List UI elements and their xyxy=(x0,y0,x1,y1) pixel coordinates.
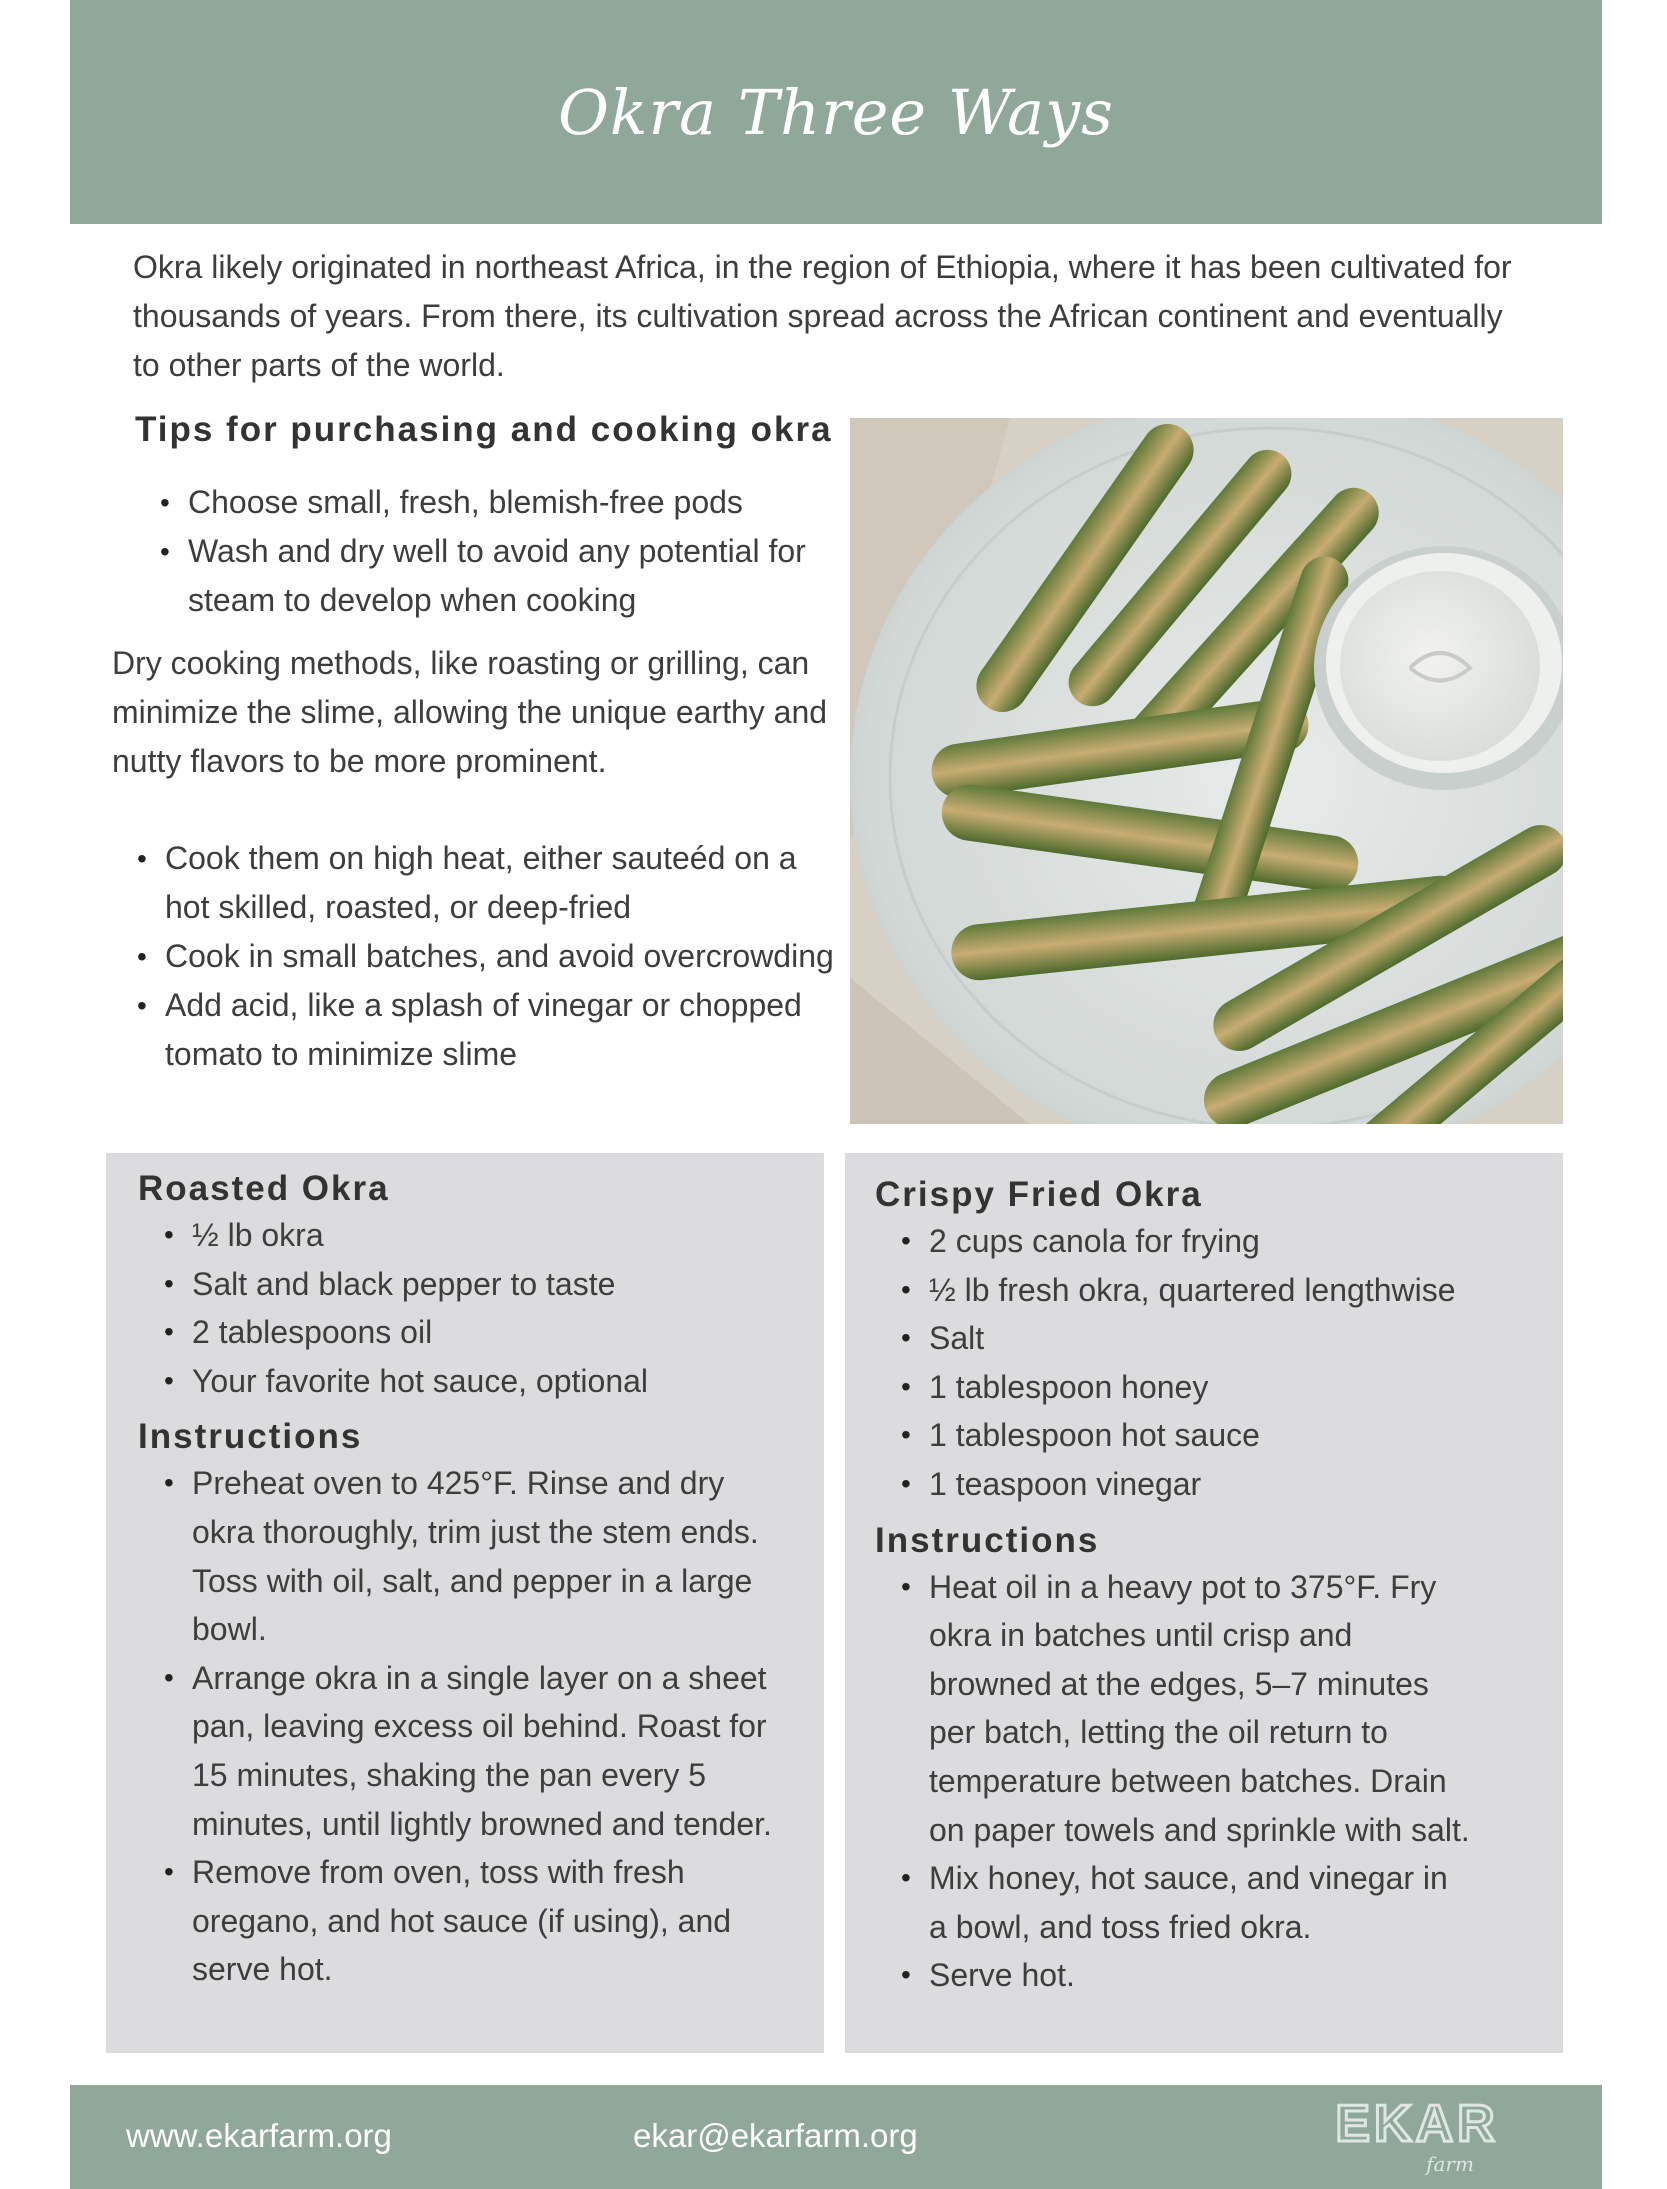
page-footer xyxy=(70,2085,1602,2189)
roasted-okra-photo xyxy=(850,418,1563,1124)
dry-cooking-list xyxy=(127,834,847,1079)
roasted-okra-title: Roasted Okra xyxy=(138,1169,390,1208)
list-item: • Remove from oven, toss with fresh oregano, and hot sauce (if using), and serve hot. xyxy=(154,1848,774,1994)
fried-instructions-heading: Instructions xyxy=(875,1520,1100,1560)
roasted-steps-list xyxy=(154,1459,774,1994)
list-item: • Mix honey, hot sauce, and vinegar in a bowl, and toss fried okra. xyxy=(891,1854,1471,1951)
fried-okra-panel xyxy=(845,1153,1563,2053)
list-item: • Cook them on high heat, either sauteéd on a hot skilled, roasted, or deep-fried xyxy=(127,834,847,932)
website-link[interactable]: www.ekarfarm.org xyxy=(126,2117,392,2154)
list-item: • 1 tablespoon hot sauce xyxy=(891,1411,1563,1460)
list-item: • Arrange okra in a single layer on a sheet pan, leaving excess oil behind. Roast for 15 minutes, shaking the pan every 5 minutes, until lightly browned and tender. xyxy=(154,1654,774,1848)
tips-heading: Tips for purchasing and cooking okra xyxy=(135,410,833,449)
roasted-ingredients-list xyxy=(154,1211,824,1405)
list-item: • ½ lb okra xyxy=(154,1211,824,1260)
tips-list xyxy=(150,478,870,625)
logo-subtext: farm xyxy=(1426,2152,1474,2176)
list-item: • Salt and black pepper to taste xyxy=(154,1260,824,1309)
email-link[interactable]: ekar@ekarfarm.org xyxy=(633,2117,918,2154)
page-header xyxy=(70,0,1602,224)
list-item: • Your favorite hot sauce, optional xyxy=(154,1357,824,1406)
fried-okra-title: Crispy Fried Okra xyxy=(875,1175,1203,1214)
roasted-instructions-heading: Instructions xyxy=(138,1417,363,1457)
dry-cooking-paragraph: Dry cooking methods, like roasting or grilling, can minimize the slime, allowing the unique earthy and nutty flavors to be more prominent. xyxy=(112,645,828,779)
list-item: • Choose small, fresh, blemish-free pods xyxy=(150,478,870,527)
fried-ingredients-list xyxy=(891,1217,1563,1509)
list-item: • 1 teaspoon vinegar xyxy=(891,1460,1563,1509)
list-item: • Serve hot. xyxy=(891,1951,1471,2000)
list-item: • Cook in small batches, and avoid overcrowding xyxy=(127,932,847,981)
fried-steps-list xyxy=(891,1563,1471,2000)
list-item: • Salt xyxy=(891,1314,1563,1363)
page-title: Okra Three Ways xyxy=(558,75,1114,149)
list-item: • Wash and dry well to avoid any potential for steam to develop when cooking xyxy=(150,527,870,625)
ekar-farm-logo xyxy=(1332,2091,1502,2181)
list-item: • Preheat oven to 425°F. Rinse and dry okra thoroughly, trim just the stem ends. Toss with oil, salt, and pepper in a large bowl. xyxy=(154,1459,774,1653)
intro-paragraph: Okra likely originated in northeast Africa, in the region of Ethiopia, where it has been cultivated for thousands of years. From there, its cultivation spread across the African continent and eventually to other parts of the world. xyxy=(133,249,1512,383)
list-item: • Add acid, like a splash of vinegar or chopped tomato to minimize slime xyxy=(127,981,847,1079)
roasted-okra-panel xyxy=(106,1153,824,2053)
list-item: • ½ lb fresh okra, quartered lengthwise xyxy=(891,1266,1563,1315)
list-item: • 2 cups canola for frying xyxy=(891,1217,1563,1266)
list-item: • Heat oil in a heavy pot to 375°F. Fry okra in batches until crisp and browned at the edges, 5–7 minutes per batch, letting the oil return to temperature between batches. Drain on paper towels and sprinkle with salt. xyxy=(891,1563,1471,1855)
logo-wordmark: EKAR xyxy=(1335,2095,1499,2153)
list-item: • 1 tablespoon honey xyxy=(891,1363,1563,1412)
list-item: • 2 tablespoons oil xyxy=(154,1308,824,1357)
